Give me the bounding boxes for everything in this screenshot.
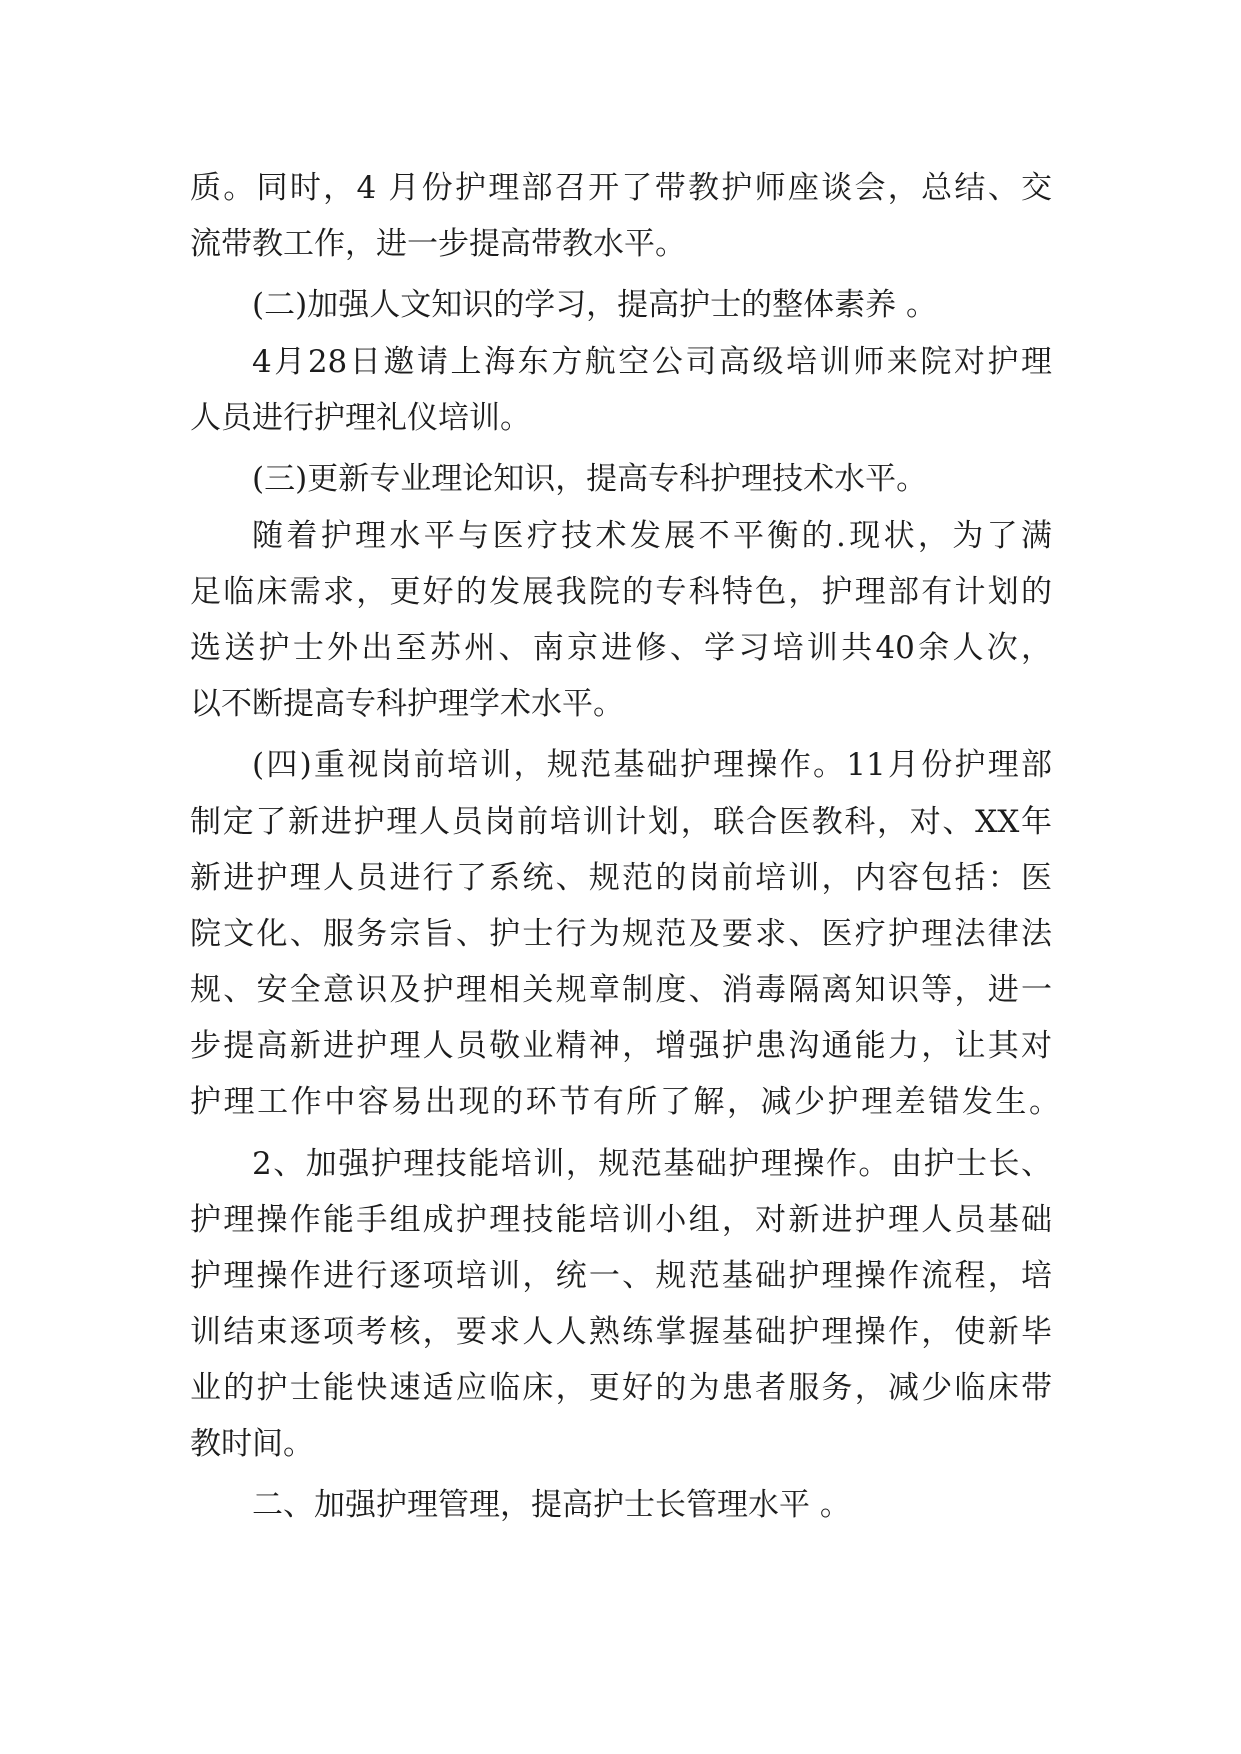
paragraph-line: 新进护理人员进行了系统、规范的岗前培训，内容包括：医 [190,860,1052,896]
paragraph-line: 步提高新进护理人员敬业精神，增强护患沟通能力，让其对 [190,1028,1052,1064]
paragraph-line: 训结束逐项考核，要求人人熟练掌握基础护理操作，使新毕 [190,1314,1052,1350]
paragraph-line: 质。同时，4 月份护理部召开了带教护师座谈会，总结、交 [190,170,1052,206]
section-heading: 2、加强护理技能培训，规范基础护理操作。由护士长、 [252,1146,1052,1182]
paragraph-line: 以不断提高专科护理学术水平。 [190,686,624,722]
paragraph-line: 业的护士能快速适应临床，更好的为患者服务，减少临床带 [190,1370,1052,1406]
paragraph-line: 制定了新进护理人员岗前培训计划，联合医教科，对、XX年 [190,804,1052,840]
section-heading: 二、加强护理管理，提高护士长管理水平 。 [252,1487,851,1523]
paragraph-line: 随着护理水平与医疗技术发展不平衡的.现状，为了满 [252,518,1052,554]
paragraph-line: 教时间。 [190,1426,314,1462]
paragraph-line: 流带教工作，进一步提高带教水平。 [190,226,686,262]
paragraph-line: 4月28日邀请上海东方航空公司高级培训师来院对护理 [252,344,1052,380]
paragraph-line: 选送护士外出至苏州、南京进修、学习培训共40余人次， [190,630,1052,666]
paragraph-line: 护理操作能手组成护理技能培训小组，对新进护理人员基础 [190,1202,1052,1238]
paragraph-line: 足临床需求，更好的发展我院的专科特色，护理部有计划的 [190,574,1052,610]
section-heading: (四)重视岗前培训，规范基础护理操作。11月份护理部 [252,747,1052,783]
paragraph-line: 护理工作中容易出现的环节有所了解，减少护理差错发生。 [190,1084,1060,1120]
paragraph-line: 规、安全意识及护理相关规章制度、消毒隔离知识等，进一 [190,972,1052,1008]
section-heading: (二)加强人文知识的学习，提高护士的整体素养 。 [252,287,938,323]
paragraph-line: 院文化、服务宗旨、护士行为规范及要求、医疗护理法律法 [190,916,1052,952]
paragraph-line: 护理操作进行逐项培训，统一、规范基础护理操作流程，培 [190,1258,1052,1294]
paragraph-line: 人员进行护理礼仪培训。 [190,400,531,436]
section-heading: (三)更新专业理论知识，提高专科护理技术水平。 [252,461,928,497]
